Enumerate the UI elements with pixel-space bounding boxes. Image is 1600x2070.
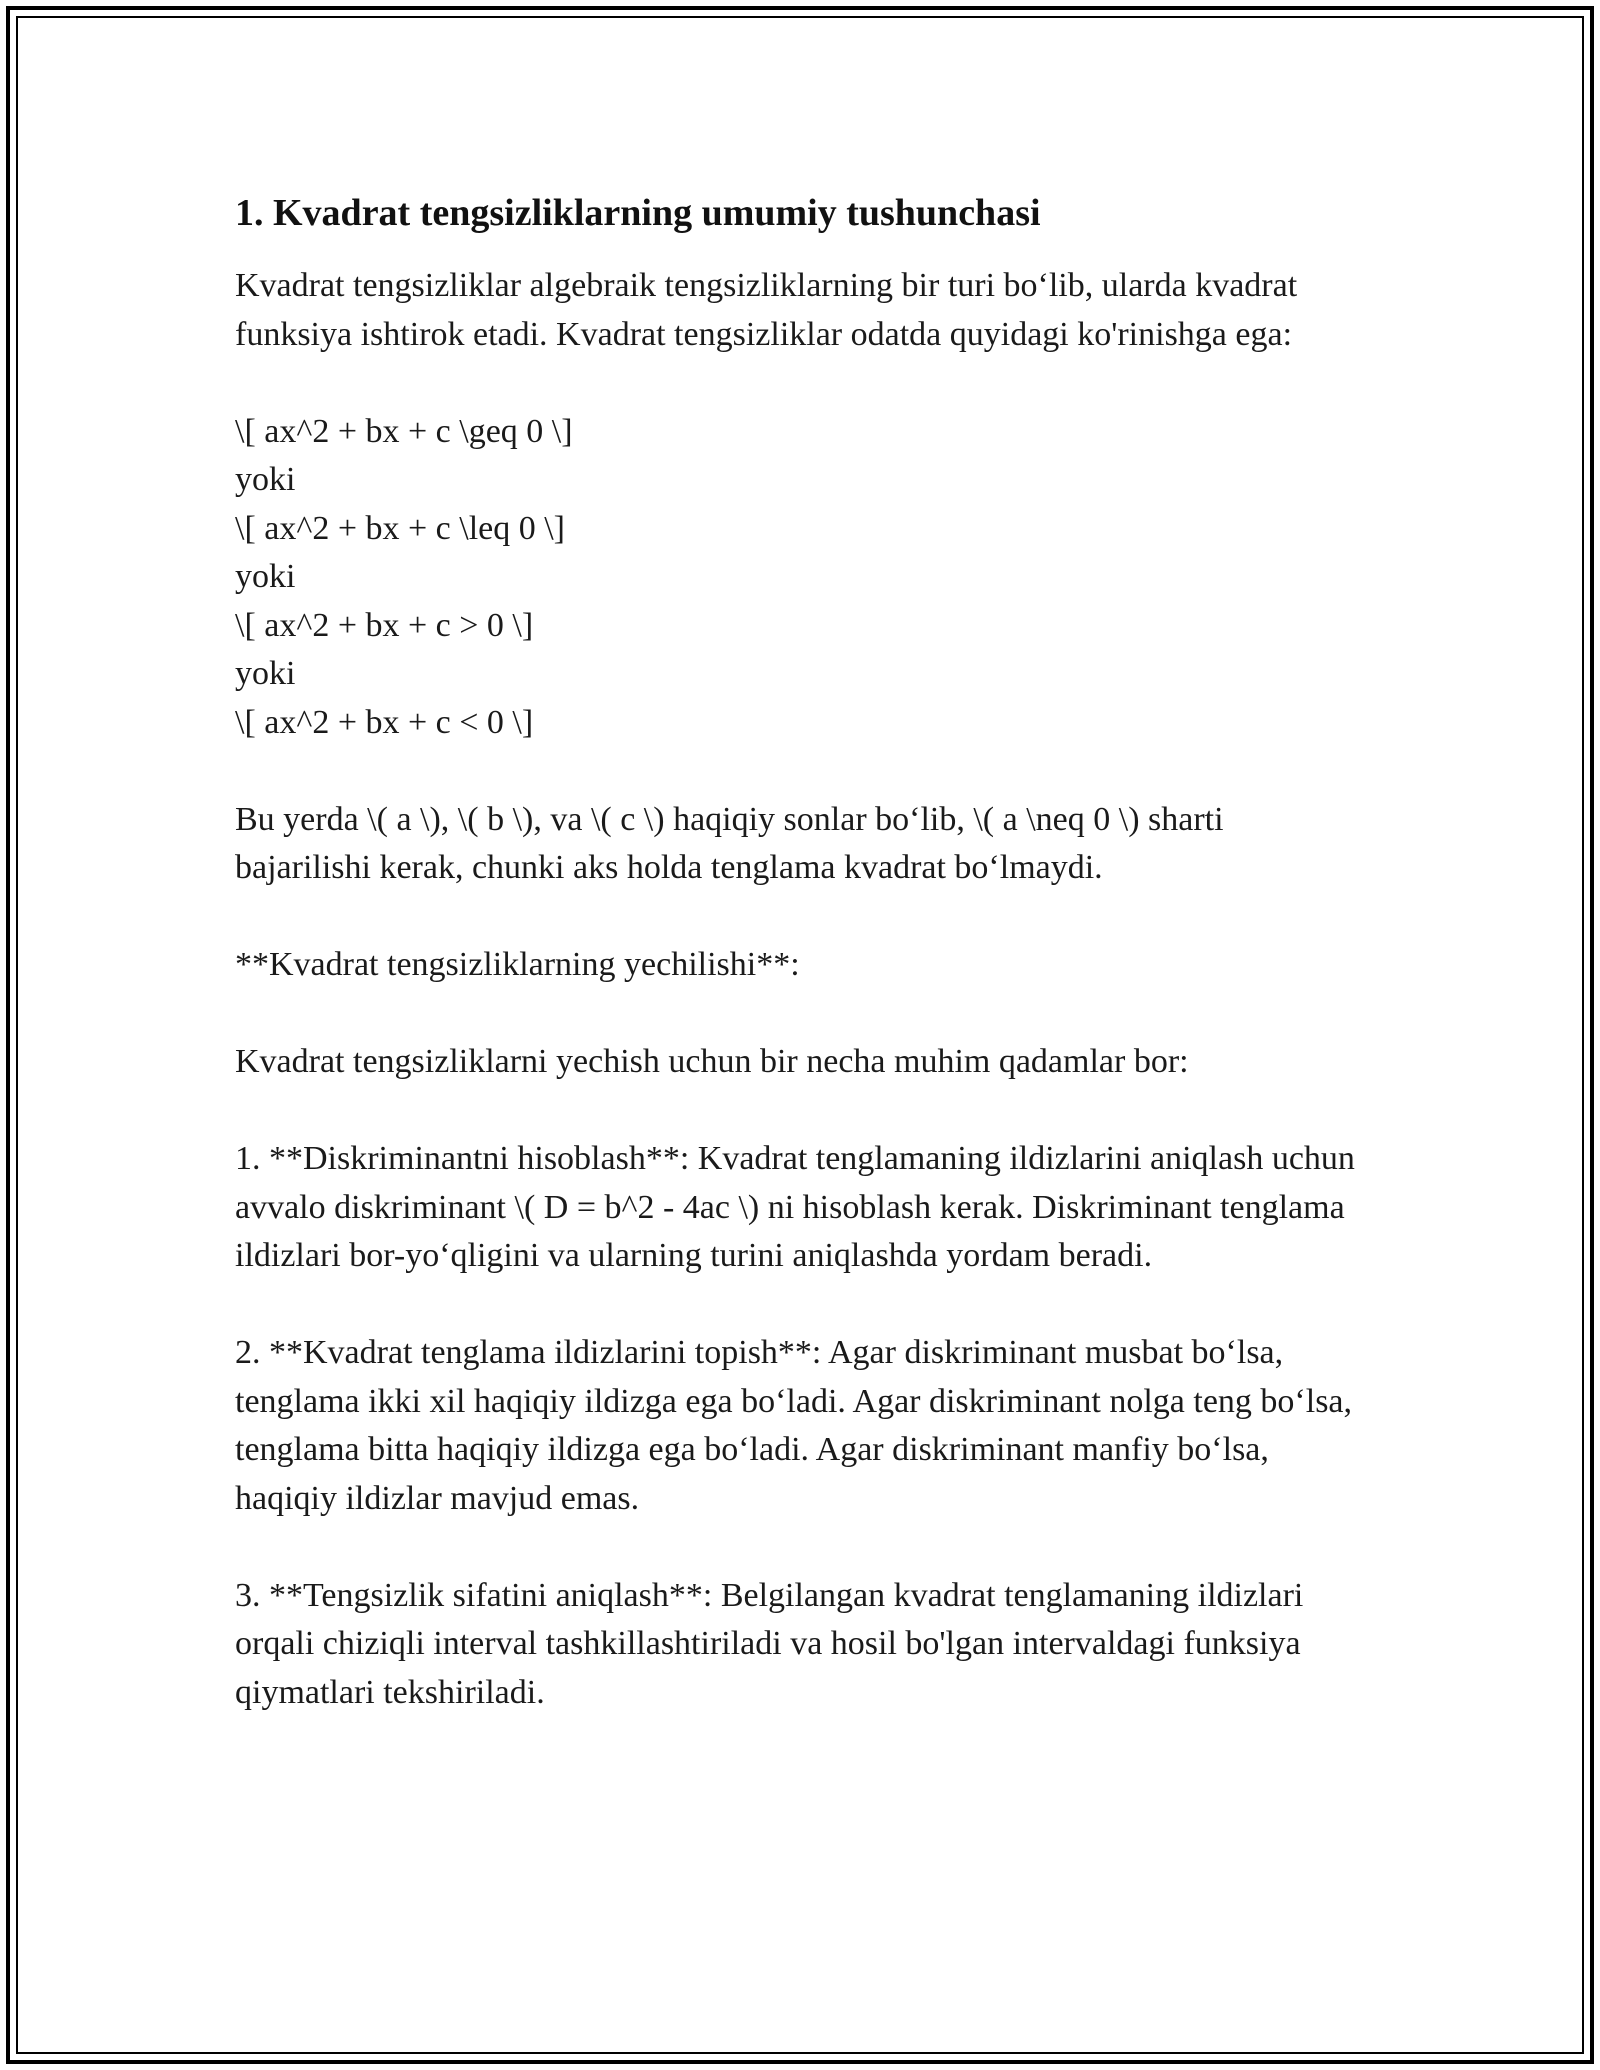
coefficients-paragraph: Bu yerda \( a \), \( b \), va \( c \) haqiqiy sonlar bo‘lib, \( a \neq 0 \) sharti bajarilishi kerak, chunki aks holda tenglama kvadrat bo‘lmaydi. bbox=[235, 800, 1224, 886]
solving-heading: **Kvadrat tengsizliklarning yechilishi**: bbox=[235, 946, 800, 983]
step-item: 1. **Diskriminantni hisoblash**: Kvadrat tenglamaning ildizlarini aniqlash uchun avvalo diskriminant \( D = b^2 - 4ac \) ni hisoblash kerak. Diskriminant tenglama ildizlari bor-yo‘qligini va ularning turini aniqlashda yordam beradi. bbox=[235, 1140, 1355, 1274]
spacer bbox=[235, 1281, 1365, 1330]
spacer bbox=[235, 1087, 1365, 1136]
spacer bbox=[235, 359, 1365, 408]
steps-intro-paragraph: Kvadrat tengsizliklarni yechish uchun bir necha muhim qadamlar bor: bbox=[235, 1043, 1189, 1080]
connector-yoki: yoki bbox=[235, 461, 296, 498]
connector-yoki: yoki bbox=[235, 558, 296, 595]
formula-gt: \[ ax^2 + bx + c > 0 \] bbox=[235, 606, 534, 644]
formula-leq: \[ ax^2 + bx + c \leq 0 \] bbox=[235, 509, 566, 547]
step-item: 2. **Kvadrat tenglama ildizlarini topish**: Agar diskriminant musbat bo‘lsa, tenglama ikki xil haqiqiy ildizga ega bo‘ladi. Agar diskriminant nolga teng bo‘lsa, tenglama bitta haqiqiy ildizga ega bo‘ladi. Agar diskriminant manfiy bo‘lsa, haqiqiy ildizlar mavjud emas. bbox=[235, 1334, 1353, 1517]
section-heading: 1. Kvadrat tengsizliklarning umumiy tushunchasi bbox=[235, 192, 1041, 234]
connector-yoki: yoki bbox=[235, 655, 296, 692]
formula-lt: \[ ax^2 + bx + c < 0 \] bbox=[235, 703, 534, 741]
document-body bbox=[235, 188, 1365, 1717]
spacer bbox=[235, 1523, 1365, 1572]
formula-geq: \[ ax^2 + bx + c \geq 0 \] bbox=[235, 412, 573, 450]
spacer bbox=[235, 990, 1365, 1039]
intro-paragraph: Kvadrat tengsizliklar algebraik tengsizliklarning bir turi bo‘lib, ularda kvadrat funksiya ishtirok etadi. Kvadrat tengsizliklar odatda quyidagi ko'rinishga ega: bbox=[235, 267, 1298, 353]
spacer bbox=[235, 747, 1365, 796]
spacer bbox=[235, 893, 1365, 942]
step-item: 3. **Tengsizlik sifatini aniqlash**: Belgilangan kvadrat tenglamaning ildizlari orqali chiziqli interval tashkillashtiriladi va hosil bo'lgan intervaldagi funksiya qiymatlari tekshiriladi. bbox=[235, 1576, 1304, 1711]
